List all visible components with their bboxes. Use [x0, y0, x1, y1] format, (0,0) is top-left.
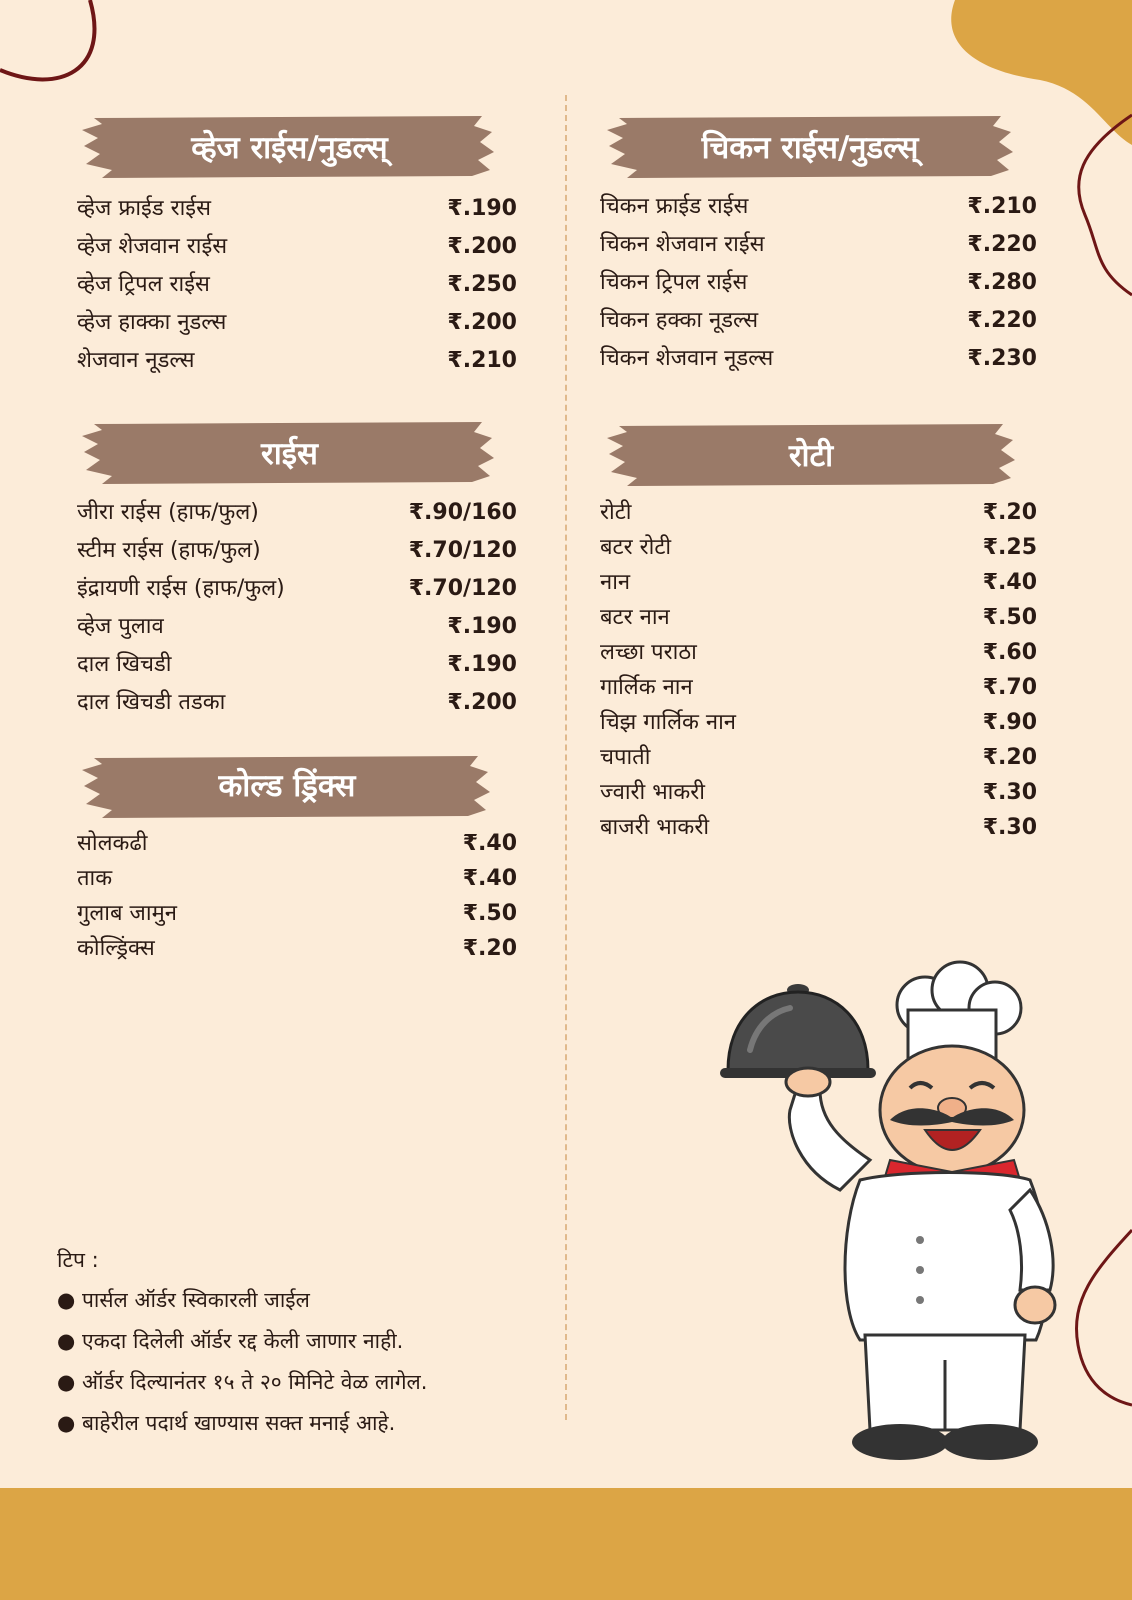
item-price: ₹.20: [982, 745, 1037, 770]
menu-item: [77, 826, 517, 861]
menu-item: [600, 226, 1037, 264]
item-name: शेजवान नूडल्स: [77, 348, 195, 373]
menu-item: [600, 495, 1037, 530]
section-title: व्हेज राईस/नुडल्स्: [191, 130, 388, 166]
tips-block: [57, 1240, 427, 1444]
item-price: ₹.200: [447, 234, 517, 259]
tip-line: ● बाहेरील पदार्थ खाण्यास सक्त मनाई आहे.: [57, 1411, 396, 1435]
item-price: ₹.210: [447, 348, 517, 373]
item-name: नान: [600, 570, 631, 595]
menu-list: [77, 826, 517, 966]
menu-list: [600, 188, 1037, 378]
section-title: चिकन राईस/नुडल्स्: [701, 130, 919, 166]
menu-item: [77, 342, 517, 380]
menu-item: [77, 861, 517, 896]
menu-list: [600, 495, 1037, 845]
item-price: ₹.210: [967, 194, 1037, 219]
item-name: ज्वारी भाकरी: [600, 780, 705, 805]
menu-item: [77, 190, 517, 228]
menu-item: [600, 670, 1037, 705]
item-name: लच्छा पराठा: [600, 640, 697, 665]
section-banner: [82, 418, 497, 486]
menu-item: [77, 570, 517, 608]
item-price: ₹.40: [462, 866, 517, 891]
item-name: स्टीम राईस (हाफ/फुल): [77, 538, 261, 563]
item-name: व्हेज शेजवान राईस: [77, 234, 228, 259]
item-name: चपाती: [600, 745, 651, 770]
menu-item: [77, 494, 517, 532]
menu-item: [600, 740, 1037, 775]
item-name: चिकन शेजवान नूडल्स: [600, 346, 774, 371]
item-name: दाल खिचडी तडका: [77, 690, 226, 715]
item-price: ₹.280: [967, 270, 1037, 295]
item-name: रोटी: [600, 500, 632, 525]
item-name: गार्लिक नान: [600, 675, 693, 700]
tip-line: ● एकदा दिलेली ऑर्डर रद्द केली जाणार नाही.: [57, 1329, 404, 1353]
menu-item: [77, 931, 517, 966]
item-price: ₹.190: [447, 652, 517, 677]
item-name: चिकन फ्राईड राईस: [600, 194, 749, 219]
menu-list: [77, 494, 517, 722]
item-price: ₹.190: [447, 196, 517, 221]
menu-item: [77, 532, 517, 570]
item-name: चिकन हक्का नूडल्स: [600, 308, 759, 333]
item-price: ₹.220: [967, 232, 1037, 257]
item-name: व्हेज ट्रिपल राईस: [77, 272, 210, 297]
item-name: गुलाब जामुन: [77, 901, 177, 926]
item-price: ₹.190: [447, 614, 517, 639]
menu-item: [77, 304, 517, 342]
tip-line: ● पार्सल ऑर्डर स्विकारली जाईल: [57, 1288, 310, 1312]
item-name: व्हेज फ्राईड राईस: [77, 196, 211, 221]
menu-item: [77, 228, 517, 266]
item-price: ₹.200: [447, 690, 517, 715]
item-price: ₹.220: [967, 308, 1037, 333]
item-name: ताक: [77, 866, 113, 891]
menu-item: [600, 340, 1037, 378]
footer-band: [0, 1488, 1132, 1600]
menu-item: [600, 635, 1037, 670]
item-name: इंद्रायणी राईस (हाफ/फुल): [77, 576, 285, 601]
item-name: जीरा राईस (हाफ/फुल): [77, 500, 259, 525]
tip-line: ● ऑर्डर दिल्यानंतर १५ ते २० मिनिटे वेळ लागेल.: [57, 1370, 428, 1394]
item-name: कोल्ड्रिंक्स: [77, 936, 155, 961]
chef-illustration: [720, 960, 1060, 1480]
menu-list: [77, 190, 517, 380]
section-banner: [82, 752, 492, 820]
item-price: ₹.200: [447, 310, 517, 335]
column-divider: [565, 95, 567, 1420]
item-price: ₹.20: [982, 500, 1037, 525]
menu-item: [600, 188, 1037, 226]
menu-item: [77, 608, 517, 646]
menu-item: [77, 266, 517, 304]
item-price: ₹.50: [982, 605, 1037, 630]
item-price: ₹.250: [447, 272, 517, 297]
menu-item: [77, 896, 517, 931]
item-price: ₹.30: [982, 815, 1037, 840]
item-price: ₹.40: [982, 570, 1037, 595]
menu-item: [600, 705, 1037, 740]
item-name: बटर नान: [600, 605, 670, 630]
item-name: बटर रोटी: [600, 535, 672, 560]
cloche-icon: [720, 984, 876, 1078]
section-banner: [605, 420, 1017, 488]
section-banner: [82, 112, 497, 180]
item-price: ₹.20: [462, 936, 517, 961]
menu-item: [600, 302, 1037, 340]
item-price: ₹.60: [982, 640, 1037, 665]
item-name: बाजरी भाकरी: [600, 815, 710, 840]
item-name: दाल खिचडी: [77, 652, 172, 677]
menu-item: [77, 684, 517, 722]
section-banner: [605, 112, 1015, 180]
item-name: चिकन शेजवान राईस: [600, 232, 765, 257]
item-name: चिकन ट्रिपल राईस: [600, 270, 748, 295]
item-price: ₹.50: [462, 901, 517, 926]
menu-item: [600, 530, 1037, 565]
item-price: ₹.30: [982, 780, 1037, 805]
item-name: सोलकढी: [77, 831, 148, 856]
item-price: ₹.70: [982, 675, 1037, 700]
section-title: रोटी: [788, 438, 834, 474]
item-name: चिझ गार्लिक नान: [600, 710, 736, 735]
item-name: व्हेज पुलाव: [77, 614, 164, 639]
item-price: ₹.90/160: [408, 500, 517, 525]
item-price: ₹.70/120: [408, 576, 517, 601]
menu-item: [600, 810, 1037, 845]
item-price: ₹.25: [982, 535, 1037, 560]
section-title: राईस: [261, 436, 318, 472]
item-price: ₹.90: [982, 710, 1037, 735]
menu-item: [600, 264, 1037, 302]
item-price: ₹.40: [462, 831, 517, 856]
item-price: ₹.70/120: [408, 538, 517, 563]
menu-item: [600, 600, 1037, 635]
item-name: व्हेज हाक्का नुडल्स: [77, 310, 227, 335]
item-price: ₹.230: [967, 346, 1037, 371]
menu-item: [600, 565, 1037, 600]
menu-item: [77, 646, 517, 684]
tips-title: टिप :: [57, 1248, 99, 1272]
section-title: कोल्ड ड्रिंक्स: [218, 768, 356, 804]
menu-item: [600, 775, 1037, 810]
